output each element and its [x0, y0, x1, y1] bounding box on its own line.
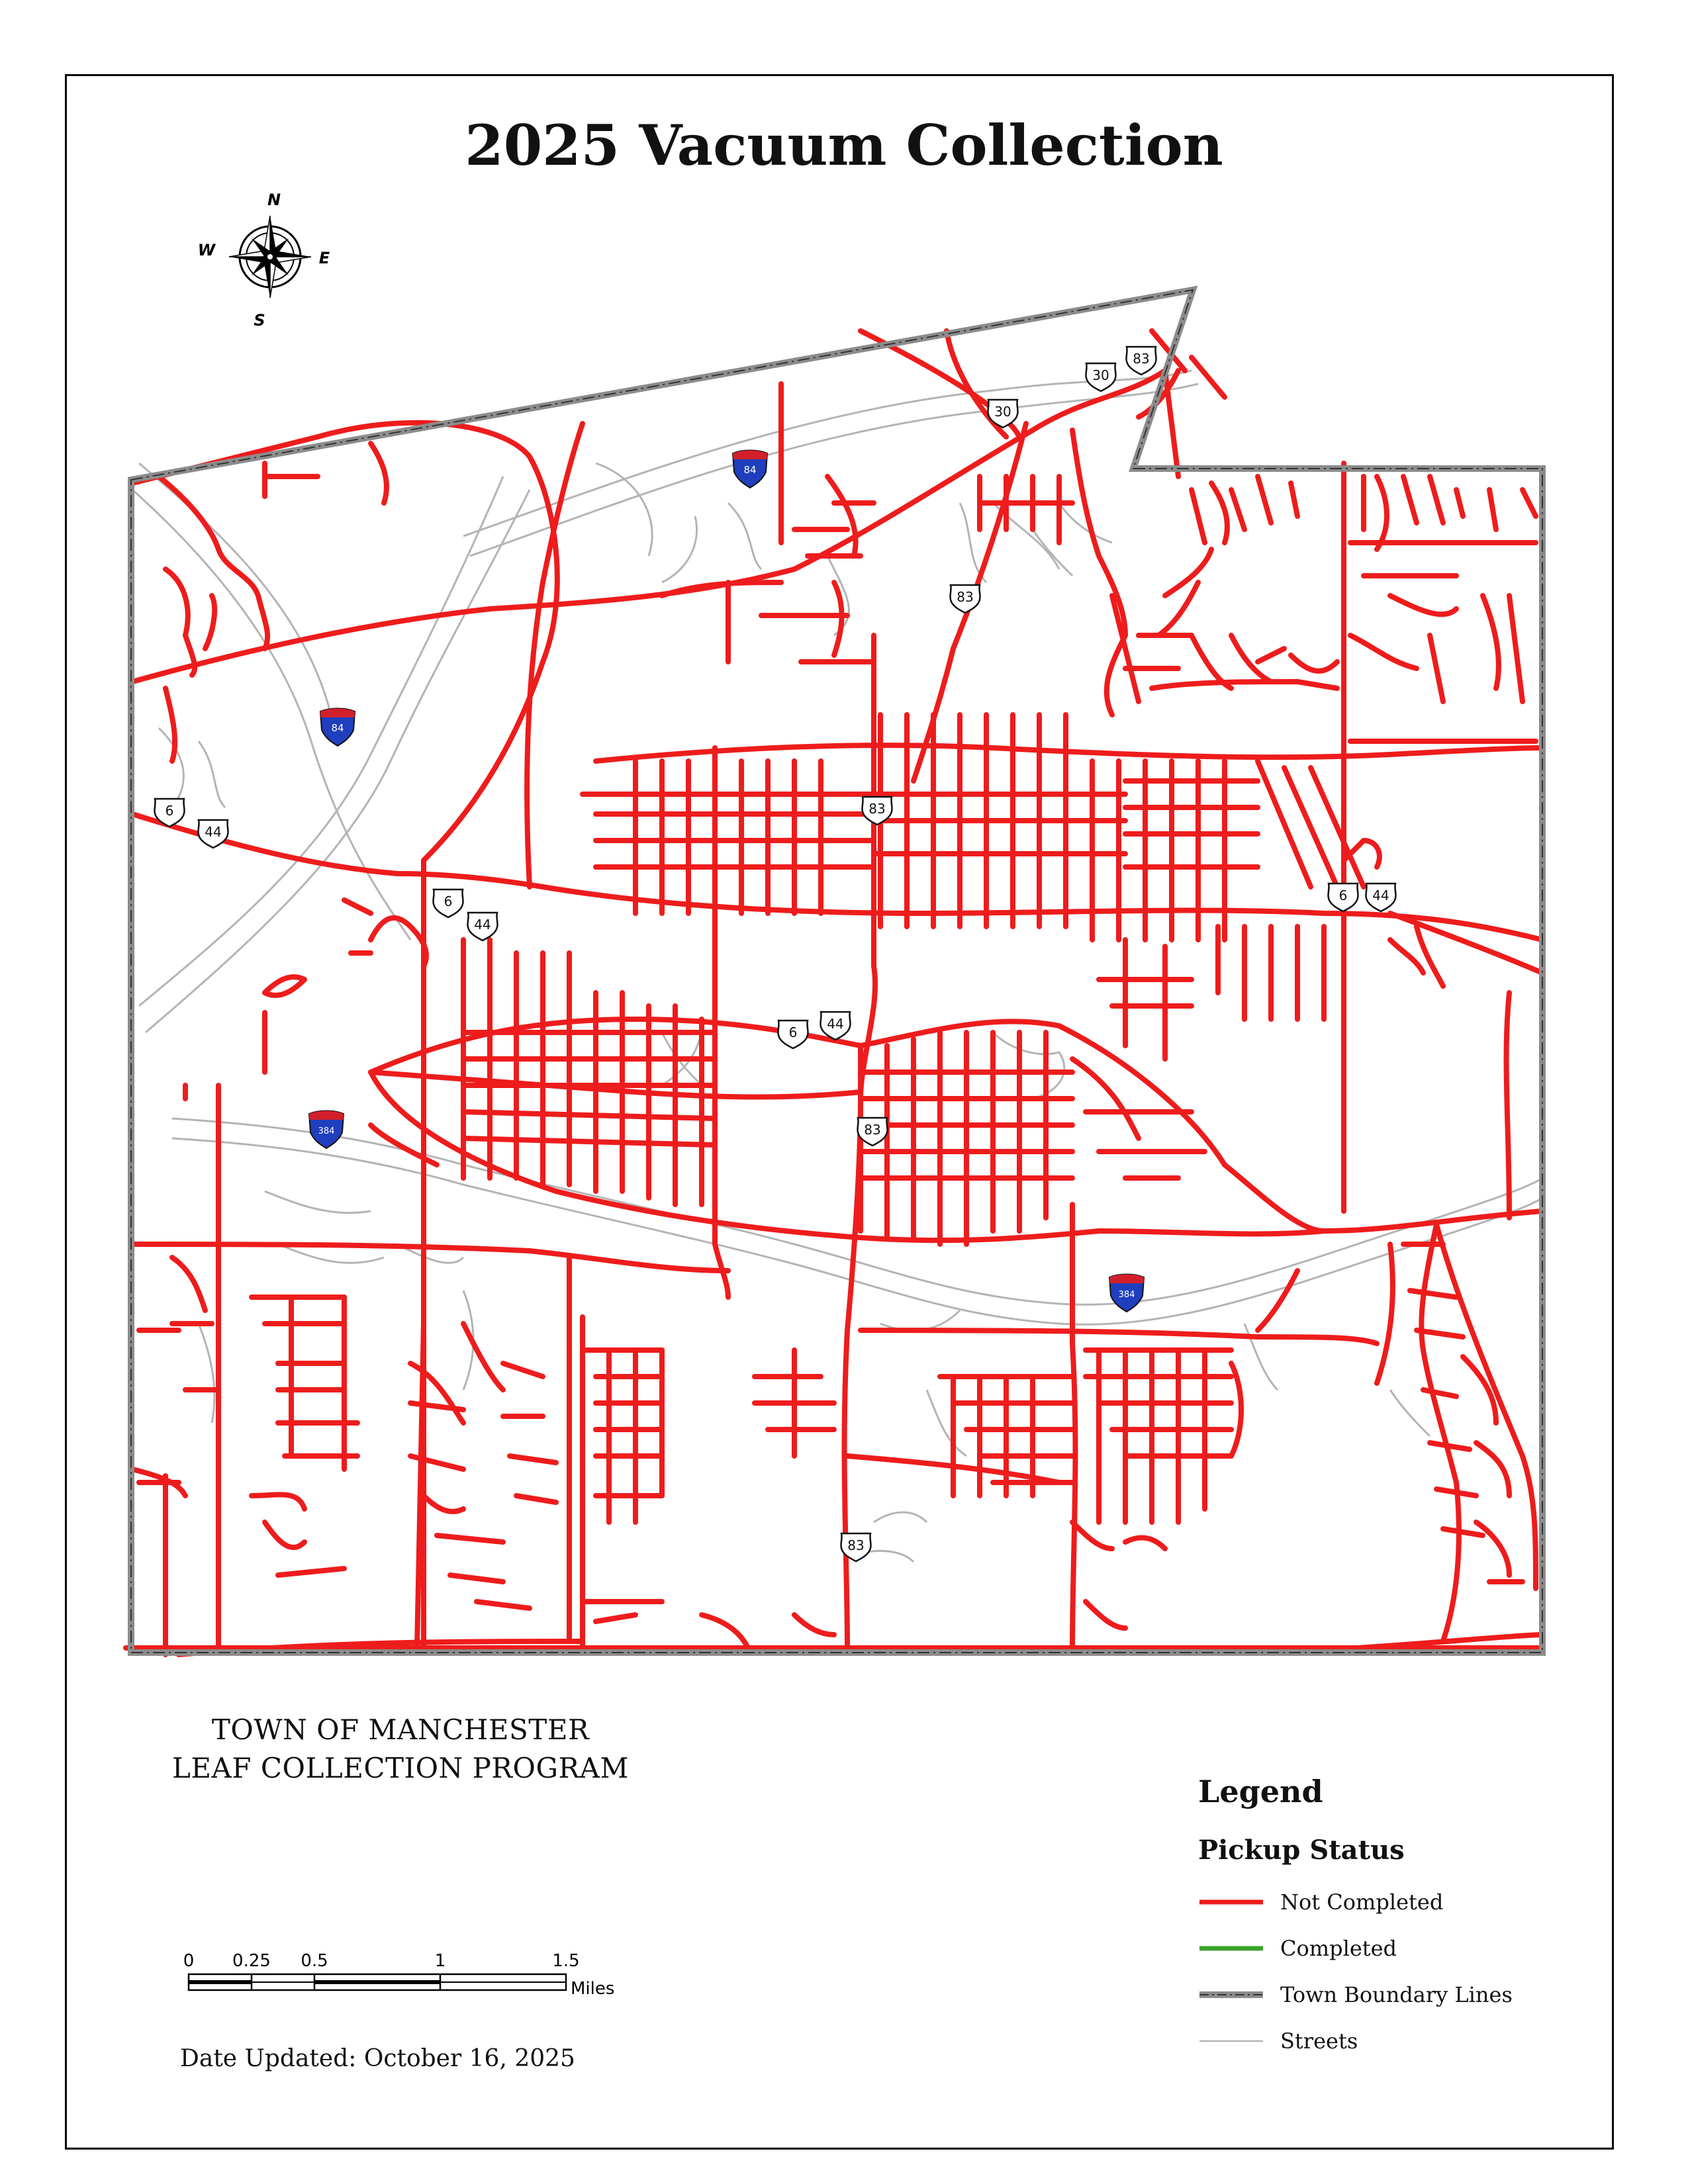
route-shield-label: 44 [205, 824, 222, 840]
interstate-shield-icon [309, 1111, 344, 1149]
not-completed-line-icon [1198, 1889, 1264, 1915]
scale-bar-graphic [189, 1974, 566, 1990]
map-title: 2025 Vacuum Collection [465, 113, 1223, 178]
legend [1198, 1774, 1569, 2064]
route-shield-label: 44 [827, 1016, 844, 1032]
interstate-shield-icon [1109, 1275, 1144, 1312]
date-updated: Date Updated: October 16, 2025 [180, 2045, 575, 2072]
us-route-shield-icon [778, 1021, 808, 1048]
route-shield-label: 83 [864, 1122, 881, 1138]
us-route-shield-icon [198, 820, 228, 848]
legend-label-completed: Completed [1280, 1936, 1397, 1961]
organization-line-1: TOWN OF MANCHESTER [211, 1713, 590, 1746]
route-shield-label: 384 [1118, 1290, 1135, 1300]
legend-title: Legend [1198, 1774, 1323, 1809]
boundary-line-icon [1198, 1981, 1264, 2008]
legend-label-not-completed: Not Completed [1280, 1889, 1444, 1915]
streets-line-icon [1198, 2028, 1264, 2054]
route-shield-label: 83 [868, 801, 886, 817]
compass-east-label: E [318, 249, 330, 267]
route-shield-label: 6 [444, 893, 453, 909]
scale-tick-1: 0.25 [232, 1951, 271, 1971]
compass-north-label: N [267, 191, 281, 209]
route-shield-label: 6 [165, 803, 174, 819]
scale-tick-0: 0 [183, 1951, 195, 1971]
scale-unit: Miles [571, 1979, 615, 1999]
interstate-shield-icon [320, 709, 355, 747]
legend-label-streets: Streets [1280, 2028, 1358, 2054]
route-shield-label: 30 [1092, 367, 1109, 383]
scale-tick-4: 1.5 [552, 1951, 580, 1971]
scale-tick-2: 0.5 [301, 1951, 328, 1971]
scale-bar [179, 1936, 642, 2002]
us-route-shield-icon [433, 889, 463, 917]
route-shield-label: 44 [474, 917, 491, 933]
route-shield-label: 84 [743, 464, 757, 476]
route-shield-label: 44 [1372, 887, 1389, 903]
compass-south-label: S [254, 311, 265, 330]
us-route-shield-icon [1366, 884, 1395, 911]
interstate-shield-icon [733, 451, 767, 488]
route-shield-label: 84 [331, 722, 344, 734]
legend-item-completed [1198, 1925, 1569, 1972]
us-route-shield-icon [1086, 363, 1115, 391]
route-shield-label: 6 [788, 1024, 798, 1040]
not-completed-routes-layer [126, 331, 1542, 1655]
route-shield-label: 83 [847, 1537, 865, 1553]
us-route-shield-icon [950, 585, 980, 613]
us-route-shield-icon [820, 1012, 850, 1040]
us-route-shield-icon [1328, 884, 1358, 911]
legend-label-boundary: Town Boundary Lines [1280, 1982, 1513, 2007]
legend-item-streets [1198, 2018, 1569, 2064]
organization-block [119, 1711, 682, 1788]
scale-tick-3: 1 [434, 1951, 446, 1971]
route-shield-label: 83 [1133, 351, 1150, 367]
legend-subtitle: Pickup Status [1198, 1835, 1405, 1866]
organization-line-2: LEAF COLLECTION PROGRAM [172, 1752, 629, 1784]
route-shield-label: 6 [1338, 887, 1348, 903]
us-route-shield-icon [467, 913, 497, 940]
route-shield-label: 384 [318, 1126, 335, 1136]
legend-item-boundary [1198, 1972, 1569, 2018]
compass-west-label: W [197, 241, 216, 259]
completed-line-icon [1198, 1935, 1264, 1962]
route-shield-label: 30 [994, 404, 1011, 420]
legend-item-not-completed [1198, 1879, 1569, 1925]
route-shield-label: 83 [957, 589, 974, 605]
us-route-shield-icon [1126, 347, 1156, 375]
